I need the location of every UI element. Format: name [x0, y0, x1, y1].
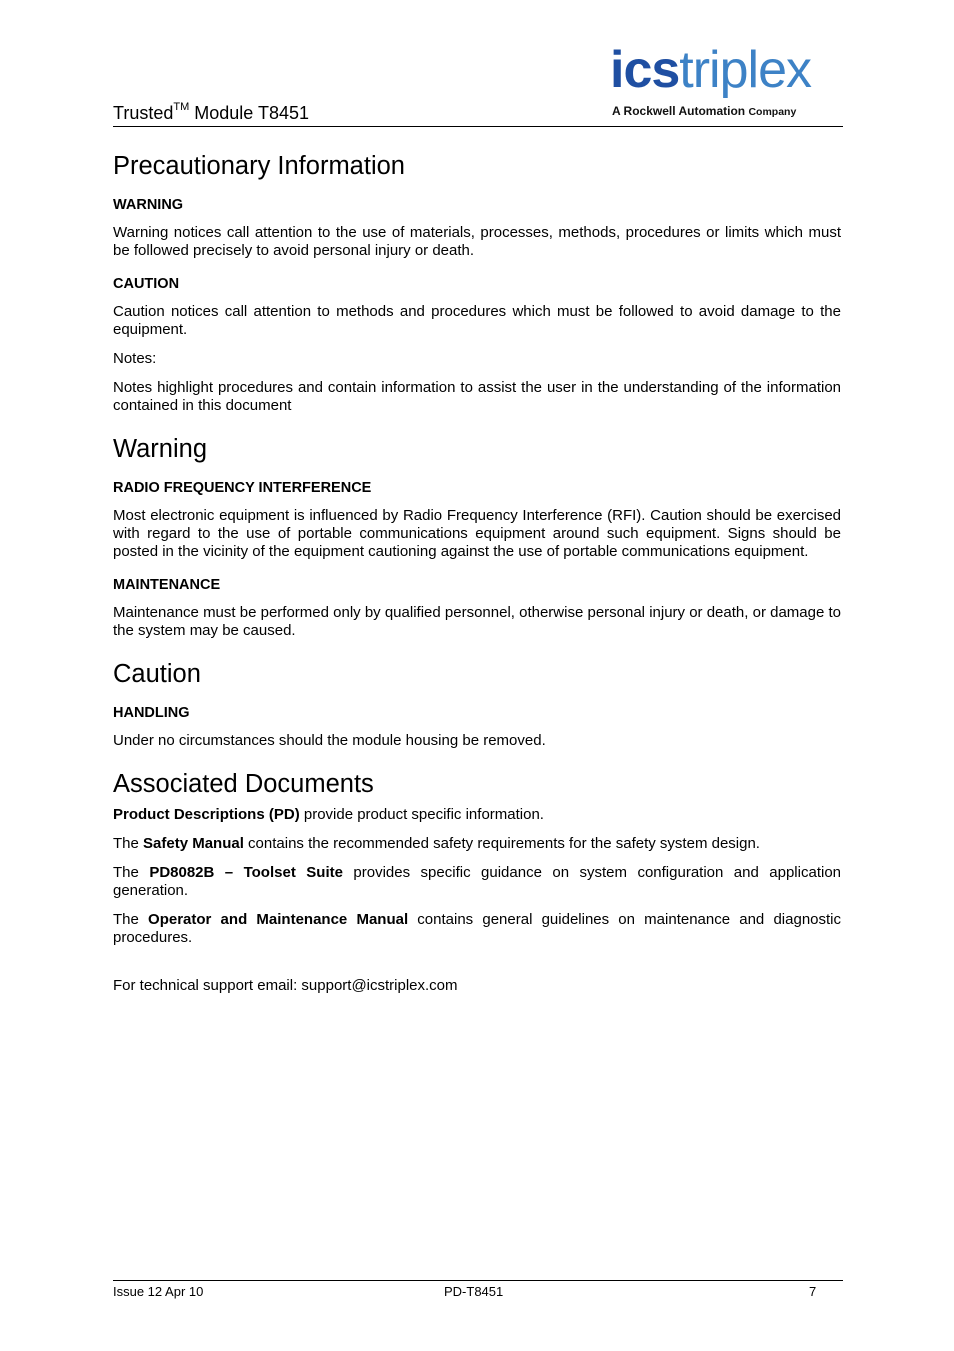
support-email-text: For technical support email: support@icstriplex.com — [113, 977, 458, 994]
title-prefix: Trusted — [113, 103, 174, 123]
logo-tagline — [612, 104, 796, 118]
product-descriptions-paragraph — [113, 806, 841, 824]
maintenance-label: MAINTENANCE — [113, 577, 221, 593]
footer-page-number: 7 — [809, 1284, 817, 1299]
notes-label: Notes: — [113, 350, 157, 367]
pd-rest: provide product specific information. — [299, 806, 544, 823]
document-title — [113, 101, 309, 124]
operator-rest: contains general guidelines on maintenance and diagnostic procedures. — [113, 911, 842, 946]
handling-label: HANDLING — [113, 705, 190, 721]
warning-heading: Warning — [113, 435, 208, 463]
safety-pre: The — [113, 835, 144, 852]
logo-tagline-company: Company — [748, 106, 797, 118]
footer-rule — [113, 1280, 843, 1281]
safety-rest: contains the recommended safety requirements for the safety system design. — [243, 835, 760, 852]
notes-text: Notes highlight procedures and contain information to assist the user in the understanding of the information contained in this document — [113, 379, 841, 414]
operator-manual-paragraph — [113, 911, 841, 947]
caution-label: CAUTION — [113, 276, 180, 292]
title-suffix: Module T8451 — [189, 103, 310, 123]
logo-ics: ics — [610, 41, 680, 99]
footer-issue: Issue 12 Apr 10 — [113, 1284, 204, 1299]
rfi-text: Most electronic equipment is influenced by Radio Frequency Interference (RFI). Caution should be exercised with regard to the use of portable communications equipment around such equipment. Signs should be posted in the vicinity of the equipment cautioning against the use of portable communications equipment. — [113, 507, 841, 560]
caution-heading: Caution — [113, 660, 201, 688]
warning-label: WARNING — [113, 197, 184, 213]
footer-doc-id: PD-T8451 — [444, 1284, 504, 1299]
toolset-paragraph — [113, 864, 841, 900]
page-content — [113, 150, 841, 995]
warning-notice-text: Warning notices call attention to the use of materials, processes, methods, procedures or limits which must be followed precisely to avoid personal injury or death. — [113, 224, 841, 259]
rfi-label: RADIO FREQUENCY INTERFERENCE — [113, 480, 372, 496]
ics-triplex-logo — [610, 41, 845, 118]
caution-notice-text: Caution notices call attention to methods and procedures which must be followed to avoid damage to the equipment. — [113, 303, 841, 338]
handling-text: Under no circumstances should the module housing be removed. — [113, 732, 546, 749]
logo-triplex: triplex — [679, 41, 812, 99]
trademark-superscript: TM — [173, 101, 190, 113]
toolset-rest: provides specific guidance on system configuration and application generation. — [113, 864, 842, 899]
toolset-bold: PD8082B – Toolset Suite — [149, 864, 343, 881]
header-rule — [113, 126, 843, 127]
pd-bold: Product Descriptions (PD) — [113, 806, 300, 823]
logo-tagline-main: A Rockwell Automation — [612, 104, 746, 118]
safety-bold: Safety Manual — [143, 835, 244, 852]
logo-wordmark — [610, 41, 845, 99]
operator-pre: The — [113, 911, 149, 928]
safety-manual-paragraph — [113, 835, 841, 853]
documents-heading: Associated Documents — [113, 770, 374, 798]
toolset-pre: The — [113, 864, 150, 881]
precautionary-heading: Precautionary Information — [113, 152, 405, 180]
maintenance-text: Maintenance must be performed only by qualified personnel, otherwise personal injury or death, or damage to the system may be caused. — [113, 604, 841, 639]
operator-bold: Operator and Maintenance Manual — [148, 911, 409, 928]
